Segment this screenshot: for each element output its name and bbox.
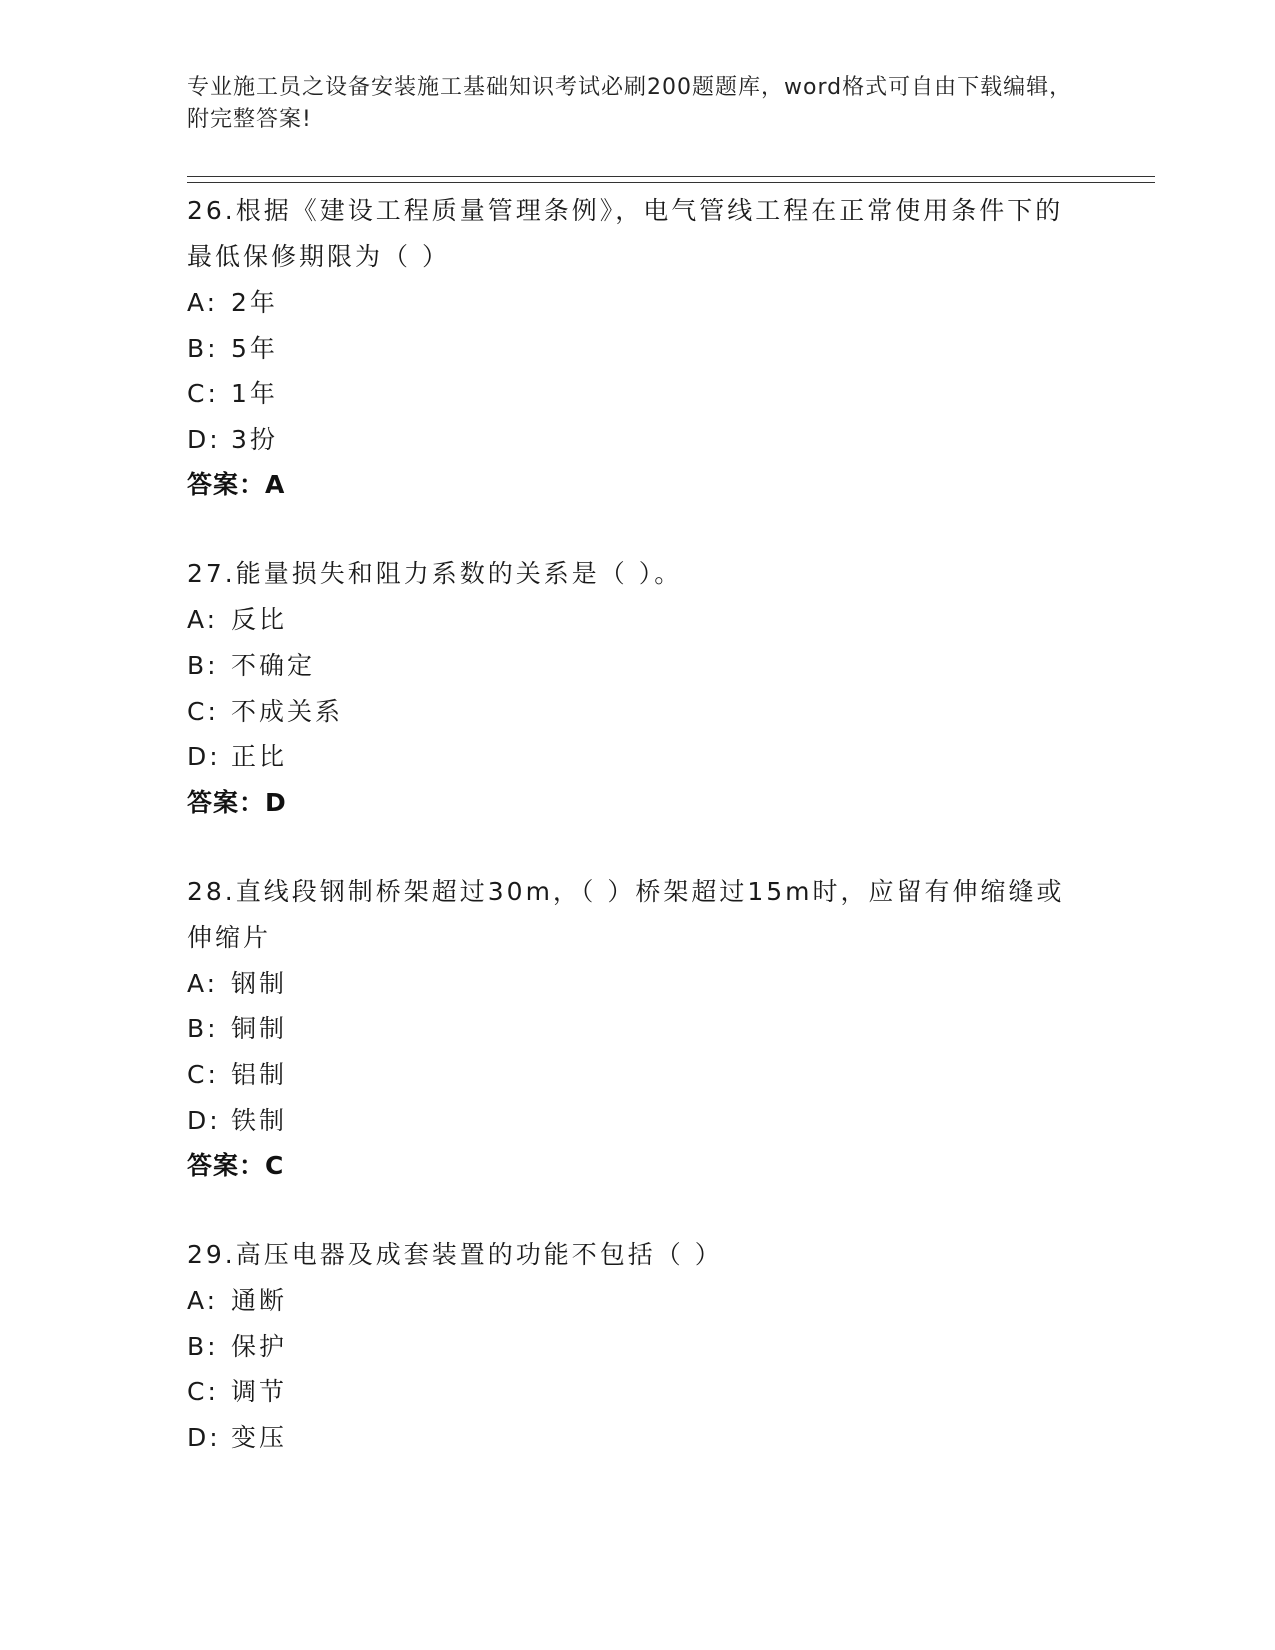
option-text: 3扮 — [231, 424, 278, 454]
option-letter: A: — [187, 968, 219, 998]
question-stem: 29.高压电器及成套装置的功能不包括（ ） — [187, 1240, 723, 1270]
question-stem: 26.根据《建设工程质量管理条例》，电气管线工程在正常使用条件下的最低保修期限为（ ） — [187, 196, 1064, 271]
option-text: 2年 — [231, 288, 278, 317]
question-stem: 28.直线段钢制桥架超过30m，（ ）桥架超过15m时，应留有伸缩缝或伸缩片 — [187, 876, 1065, 952]
option-b — [187, 1324, 1087, 1370]
option-letter: C: — [187, 379, 219, 409]
option-letter: D: — [187, 742, 221, 772]
option-text: 通断 — [231, 1286, 288, 1316]
option-letter: A: — [187, 1286, 219, 1316]
question-27 — [187, 551, 1087, 824]
option-letter: C: — [187, 1377, 219, 1407]
document-header: 专业施工员之设备安装施工基础知识考试必刷200题题库，word格式可自由下载编辑，附完整答案! — [187, 75, 1073, 132]
answer-line: 答案：D — [187, 787, 287, 817]
option-text: 铜制 — [231, 1014, 288, 1044]
option-letter: A: — [187, 605, 219, 635]
question-list — [187, 188, 1087, 1505]
option-c — [187, 1369, 1087, 1415]
option-b — [187, 1006, 1087, 1052]
option-letter: B: — [187, 1014, 219, 1044]
option-a — [187, 961, 1087, 1007]
option-b — [187, 643, 1087, 689]
option-a — [187, 597, 1087, 643]
option-text: 保护 — [231, 1331, 288, 1361]
option-letter: D: — [187, 1422, 221, 1452]
option-text: 1年 — [231, 379, 278, 409]
answer-line: 答案：C — [187, 1151, 285, 1181]
option-text: 反比 — [231, 605, 288, 635]
option-text: 钢制 — [231, 968, 288, 998]
option-a — [187, 1278, 1087, 1324]
option-text: 铝制 — [231, 1059, 288, 1089]
option-c — [187, 1052, 1087, 1098]
question-28 — [187, 869, 1087, 1188]
option-text: 正比 — [231, 742, 288, 772]
option-text: 调节 — [231, 1377, 288, 1407]
option-a — [187, 280, 1087, 326]
option-text: 5年 — [231, 333, 278, 363]
option-d — [187, 1415, 1087, 1461]
option-c — [187, 689, 1087, 735]
option-letter: D: — [187, 1105, 221, 1135]
header-double-rule — [187, 176, 1155, 183]
option-letter: B: — [187, 1331, 219, 1361]
option-letter: C: — [187, 1059, 219, 1089]
option-b — [187, 326, 1087, 372]
option-c — [187, 371, 1087, 417]
question-stem: 27.能量损失和阻力系数的关系是（ ）。 — [187, 559, 683, 589]
option-d — [187, 1098, 1087, 1144]
question-29 — [187, 1232, 1087, 1460]
option-d — [187, 417, 1087, 463]
option-text: 变压 — [231, 1422, 288, 1452]
option-letter: A: — [187, 288, 219, 317]
option-letter: C: — [187, 696, 219, 726]
option-d — [187, 734, 1087, 780]
option-letter: D: — [187, 424, 221, 454]
answer-line: 答案：A — [187, 470, 286, 500]
question-26 — [187, 188, 1087, 507]
option-text: 不成关系 — [231, 696, 344, 726]
option-text: 不确定 — [231, 650, 316, 680]
option-text: 铁制 — [231, 1105, 288, 1135]
option-letter: B: — [187, 333, 219, 363]
option-letter: B: — [187, 650, 219, 680]
